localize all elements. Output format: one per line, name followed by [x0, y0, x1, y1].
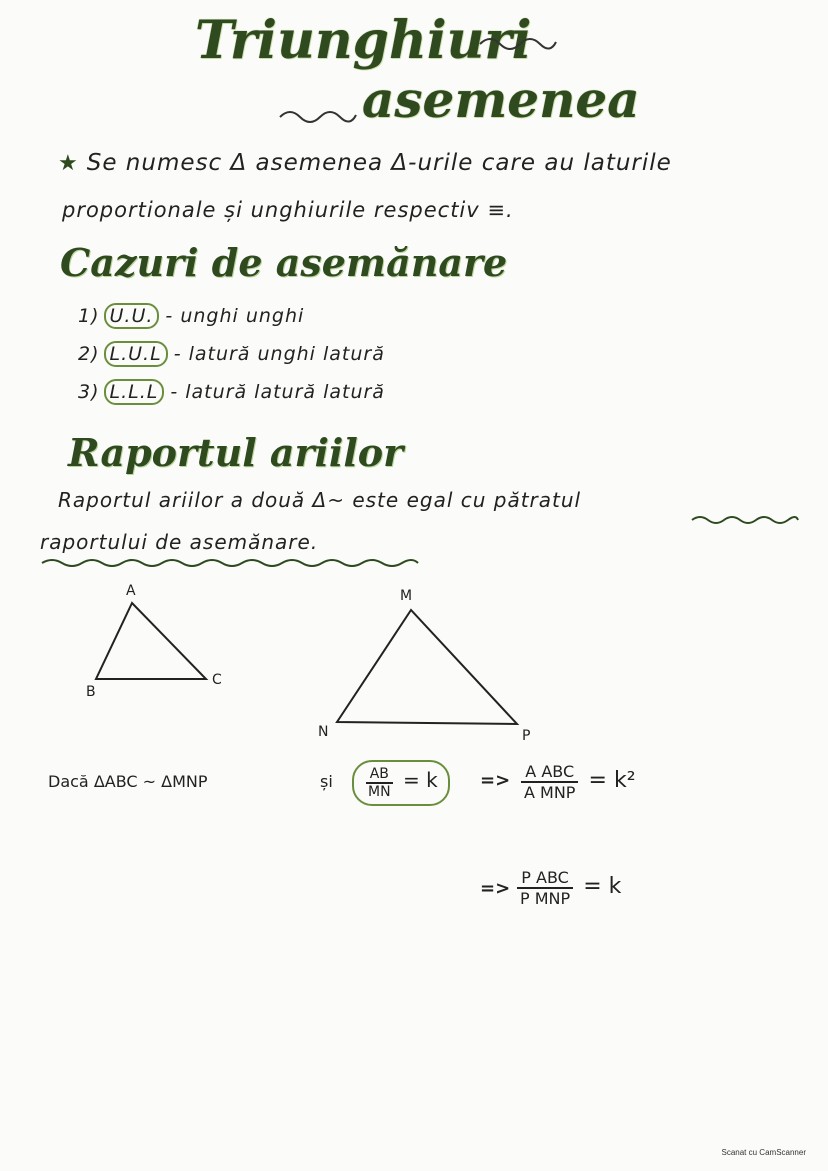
case-text: - latură unghi latură	[173, 343, 385, 365]
perimeter-denominator: P MNP	[520, 889, 571, 908]
case-code: L.L.L	[104, 379, 165, 405]
area-ratio-fraction	[520, 762, 579, 802]
perimeter-numerator: P ABC	[517, 868, 573, 889]
perimeter-ratio	[516, 868, 621, 908]
triangle-abc	[80, 595, 230, 705]
scanner-watermark: Scanat cu CamScanner	[721, 1148, 806, 1157]
cases-heading: Cazuri de asemănare	[60, 240, 508, 285]
ratio-heading: Raportul ariilor	[68, 430, 404, 475]
triangle-mnp	[325, 600, 535, 735]
underline-squiggle	[40, 555, 420, 569]
vertex-label-p: P	[522, 728, 531, 744]
title-squiggle-2	[278, 105, 358, 125]
title-line-1: Triunghiuri	[195, 10, 532, 71]
area-ratio	[520, 762, 636, 802]
intro-text-1: Se numesc Δ asemenea Δ-urile care au laturile	[86, 150, 672, 176]
intro-line-2: proportionale și unghiurile respectiv ≡.	[62, 198, 514, 222]
case-number: 2)	[78, 343, 100, 365]
area-numerator: A ABC	[521, 762, 578, 783]
implies-arrow-1: =>	[480, 770, 511, 791]
ratio-equals-k: = k	[403, 768, 438, 792]
ratio-denominator: MN	[368, 784, 391, 800]
title-line-2: asemenea	[362, 70, 640, 129]
vertex-label-m: M	[400, 588, 413, 604]
case-number: 1)	[78, 305, 100, 327]
underline-squiggle	[690, 512, 800, 526]
perimeter-equals-k: = k	[583, 873, 622, 899]
case-item-1	[78, 303, 304, 329]
formula-prefix: Dacă ΔABC ~ ΔMNP	[48, 772, 208, 791]
intro-line-1	[58, 150, 672, 176]
perimeter-ratio-fraction	[516, 868, 574, 908]
title-squiggle-1	[478, 32, 558, 52]
case-number: 3)	[78, 381, 100, 403]
vertex-label-c: C	[212, 672, 222, 688]
vertex-label-b: B	[86, 684, 96, 700]
formula-and: și	[320, 772, 333, 791]
area-equals-k-squared: = k²	[588, 767, 636, 793]
implies-arrow-2: =>	[480, 878, 511, 899]
ratio-line-2: raportului de asemănare.	[40, 530, 319, 554]
case-text: - unghi unghi	[165, 305, 305, 327]
star-icon: ★	[58, 151, 79, 176]
ratio-numerator: AB	[366, 766, 393, 784]
similarity-ratio-fraction	[364, 766, 395, 800]
case-item-3	[78, 379, 385, 405]
area-denominator: A MNP	[524, 783, 576, 802]
case-text: - latură latură latură	[170, 381, 385, 403]
case-code: U.U.	[104, 303, 160, 329]
vertex-label-n: N	[318, 724, 329, 740]
vertex-label-a: A	[126, 583, 136, 599]
ratio-line-1: Raportul ariilor a două Δ~ este egal cu pătratul	[58, 488, 582, 512]
case-code: L.U.L	[104, 341, 168, 367]
case-item-2	[78, 341, 385, 367]
similarity-ratio-box	[352, 760, 450, 806]
